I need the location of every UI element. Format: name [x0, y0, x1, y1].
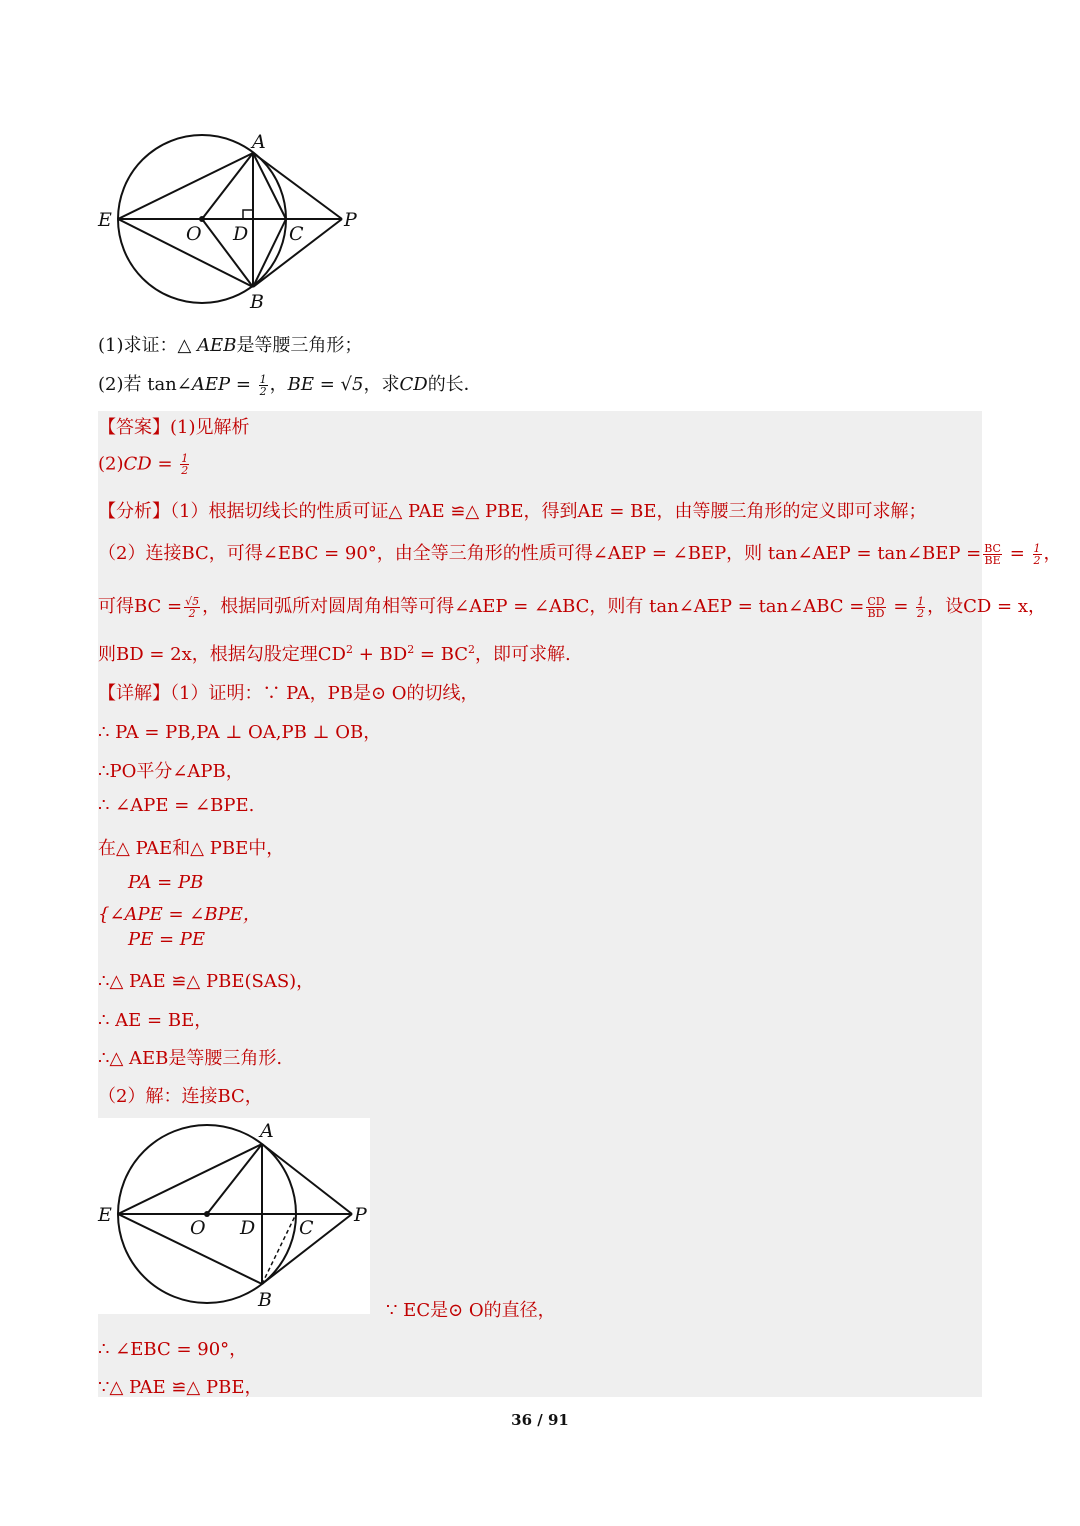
analysis-line-1: 【分析】（1）根据切线长的性质可证△ PAE ≌△ PBE，得到AE = BE，由等腰三角形的定义即可求解；	[98, 501, 927, 522]
detail-line-3: ∴PO平分∠APB，	[98, 761, 244, 782]
geometry-figure-2	[92, 1118, 372, 1314]
label-E: E	[98, 209, 112, 231]
label-C: C	[299, 1217, 314, 1239]
answer-line-2: (2)CD = $\frac{1}{2}$	[98, 452, 189, 477]
detail-line-11: ∴ ∠EBC = 90°，	[98, 1339, 248, 1360]
fraction: $\frac{1}{2}$	[259, 372, 267, 398]
label-E: E	[98, 1204, 112, 1226]
label-P: P	[354, 1204, 367, 1226]
analysis-line-2: （2）连接BC，可得∠EBC = 90°，由全等三角形的性质可得∠AEP = ∠BEP，则 tan∠AEP = tan∠BEP = $\frac{BC}{BE}$ = $\frac{1}{2}$ ，	[98, 541, 1062, 567]
label-O: O	[186, 223, 202, 245]
label-D: D	[233, 223, 249, 245]
detail-line-8: ∴△ AEB是等腰三角形.	[98, 1048, 283, 1069]
detail-line-10: ∵ EC是⊙ O的直径，	[386, 1300, 556, 1321]
question-part2: (2)若 tan∠AEP = $\frac{1}{2}$ ，BE = √5，求CD的长．	[98, 372, 482, 398]
question-part1: (1)求证：△ AEB是等腰三角形；	[98, 335, 363, 356]
system-line-1: PA = PB	[128, 872, 204, 893]
detail-line-12: ∵△ PAE ≌△ PBE，	[98, 1377, 263, 1398]
system-line-2: {∠APE = ∠BPE，	[98, 904, 261, 925]
analysis-line-3: 可得BC = $\frac{√5}{2}$ ，根据同弧所对圆周角相等可得∠AEP = ∠ABC，则有 tan∠AEP = tan∠ABC = $\frac{CD}{BD}$ = $\frac{1}{2}$ ，设CD = x，	[98, 594, 1047, 620]
detail-line-1: 【详解】（1）证明：∵ PA，PB是⊙ O的切线，	[98, 683, 479, 704]
analysis-line-4: 则BD = 2x，根据勾股定理$CD^2 + BD^2 = BC^2$，即可求解.	[98, 643, 571, 665]
detail-line-4: ∴ ∠APE = ∠BPE.	[98, 795, 255, 816]
detail-line-6: ∴△ PAE ≌△ PBE(SAS)，	[98, 971, 315, 992]
geometry-figure-1	[92, 126, 372, 316]
label-B: B	[258, 1289, 272, 1311]
detail-line-7: ∴ AE = BE，	[98, 1010, 213, 1031]
detail-line-9: （2）解：连接BC，	[98, 1086, 263, 1107]
label-D: D	[240, 1217, 256, 1239]
detail-line-5: 在△ PAE和△ PBE中，	[98, 838, 285, 859]
label-P: P	[344, 209, 357, 231]
answer-line-1: 【答案】(1)见解析	[98, 417, 250, 438]
label-B: B	[250, 291, 264, 313]
label-A: A	[260, 1120, 274, 1142]
label-A: A	[252, 131, 266, 153]
label-C: C	[289, 223, 304, 245]
system-line-3: PE = PE	[128, 929, 206, 950]
page-number: 36 / 91	[511, 1411, 569, 1429]
detail-line-2: ∴ PA = PB,PA ⊥ OA,PB ⊥ OB，	[98, 722, 382, 743]
label-O: O	[190, 1217, 206, 1239]
